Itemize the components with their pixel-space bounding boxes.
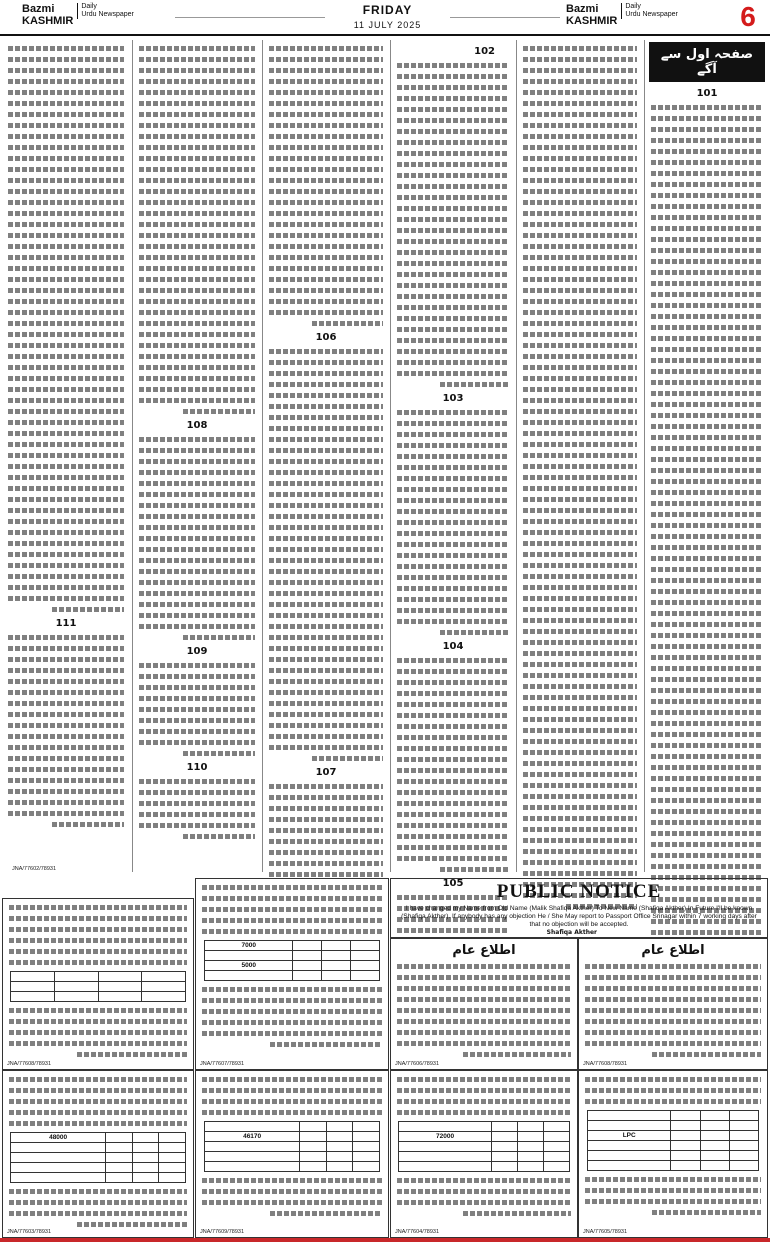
brand-name: Bazmi: [22, 3, 55, 15]
ad-code: JNA/77609/78931: [200, 1229, 245, 1235]
brand-tag-r: [621, 3, 678, 19]
table-cell: 48000: [11, 1133, 106, 1143]
ad-code: JNA/77607/78931: [200, 1061, 245, 1067]
article-text: [269, 46, 383, 326]
brand-tag-lang: Urdu Newspaper: [81, 11, 134, 18]
article-text: [269, 349, 383, 761]
masthead-rule-right: [450, 17, 560, 18]
issue-day: FRIDAY: [362, 3, 413, 17]
section-number: 103: [442, 393, 464, 404]
public-notice: [390, 878, 768, 938]
article-text: [8, 46, 124, 612]
ad-table: [10, 1132, 186, 1183]
ad-code: JNA/77608/78931: [7, 1061, 52, 1067]
ad-heading: اطلاع عام: [452, 943, 516, 958]
brand-right: [566, 3, 678, 27]
section-number: 110: [186, 762, 208, 773]
brand-tag-daily: Daily: [81, 3, 97, 10]
ad-table: [587, 1110, 759, 1171]
ad-tehsildar-6: [578, 1070, 768, 1238]
article-text: [397, 410, 509, 635]
ad-code: JNA/77602/78931: [12, 866, 57, 872]
ad-table: [10, 971, 186, 1002]
section-number: 109: [186, 646, 208, 657]
section-number: 106: [315, 332, 337, 343]
article-text: [8, 635, 124, 827]
section-number: 111: [55, 618, 77, 629]
table-cell: 5000: [205, 961, 293, 971]
article-text: [139, 663, 255, 756]
column-front-continued: [644, 40, 769, 872]
section-number: 101: [696, 88, 718, 99]
brand-tag: [77, 3, 134, 19]
article-text: [269, 784, 383, 888]
ad-tehsildar-1: [195, 878, 389, 1070]
ad-ilan-aam-right: [578, 938, 768, 1070]
ad-table: [204, 1121, 380, 1172]
column-2: [516, 40, 643, 872]
public-notice-body: I have changed my Name from Old Name (Malik Shafiqa Akther) To New Name (Shafiqa Akther) In Future I'll be known (Shafiqa Akther). If anybody has any objection He / She May report to Passport Office Srinagar within 7 working days after that no objection will be accepted.: [401, 905, 757, 928]
article-text: [397, 658, 509, 872]
ad-tehsildar-4: [195, 1070, 389, 1238]
brand-name-r2: KASHMIR: [566, 15, 618, 27]
column-4: [262, 40, 389, 872]
article-text: [139, 46, 255, 414]
section-number: 104: [442, 641, 464, 652]
article-text: [139, 437, 255, 640]
bottom-rule: [0, 1238, 770, 1242]
section-number: 108: [186, 420, 208, 431]
article-text: [523, 46, 637, 909]
brand-left: [22, 3, 134, 27]
issue-date: [330, 3, 445, 30]
public-notice-title: PUBLIC NOTICE: [496, 881, 662, 902]
ad-code: JNA/77604/78931: [395, 1229, 440, 1235]
masthead-rule-left: [175, 17, 325, 18]
article-text: [651, 105, 763, 968]
table-cell: 72000: [399, 1132, 492, 1142]
brand-name-r: Bazmi: [566, 3, 599, 15]
section-number: 105: [442, 878, 464, 889]
ad-code: JNA/77606/78931: [395, 1061, 440, 1067]
article-text: [397, 63, 509, 387]
brand-tag-lang-r: Urdu Newspaper: [625, 11, 678, 18]
ad-code: JNA/77603/78931: [7, 1229, 52, 1235]
ad-table: [398, 1121, 570, 1172]
ad-table: [204, 940, 380, 981]
page-number: 6: [740, 1, 756, 32]
ad-heading: اطلاع عام: [641, 943, 705, 958]
table-cell: 7000: [205, 941, 293, 951]
ad-tehsildar-2: [2, 898, 194, 1070]
brand-name-2: KASHMIR: [22, 15, 74, 27]
brand-tag-daily-r: Daily: [625, 3, 641, 10]
ad-code: JNA/77608/78931: [583, 1061, 628, 1067]
article-text: [139, 779, 255, 839]
table-cell: 46170: [205, 1132, 300, 1142]
column-3: [390, 40, 515, 889]
section-number: 107: [315, 767, 337, 778]
table-cell: LPC: [588, 1131, 671, 1141]
ad-tehsildar-3: [2, 1070, 194, 1238]
column-5: [132, 40, 261, 872]
ad-code: JNA/77605/78931: [583, 1229, 628, 1235]
issue-date-text: 11 JULY 2025: [353, 20, 422, 30]
public-notice-signature: Shafiqa Akther: [546, 929, 597, 936]
ad-tehsildar-5: [390, 1070, 578, 1238]
ad-ilan-aam-left: [390, 938, 578, 1070]
section-number: 102: [474, 46, 495, 57]
column-6: [2, 40, 130, 872]
section-banner: صفحہ اول سے آگے: [649, 42, 765, 82]
masthead: [0, 0, 770, 36]
